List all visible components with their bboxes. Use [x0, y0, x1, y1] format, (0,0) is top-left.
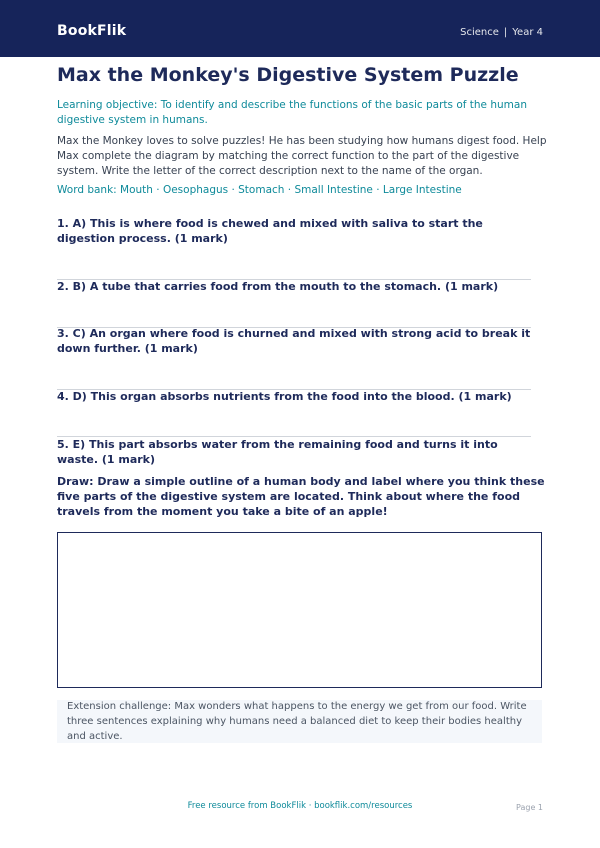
extension-text: Extension challenge: Max wonders what happens to the energy we get from our food. Write three sentences explaining why humans need a balanced diet to keep their bodies healthy and active. — [67, 701, 527, 742]
page-number: Page 1 — [516, 803, 543, 812]
subject-year — [460, 27, 543, 38]
meta-separator: | — [503, 27, 508, 38]
year-label: Year 4 — [512, 27, 543, 38]
intro-text: Max the Monkey loves to solve puzzles! He has been studying how humans digest food. Help Max complete the diagram by matching the correct function to the part of the digestive system. Write the letter of the correct description next to the name of the organ. — [57, 135, 547, 177]
question-5: 5. E) This part absorbs water from the remaining food and turns it into waste. (1 mark) — [57, 438, 498, 466]
header-bar — [0, 0, 600, 57]
learning-objective: Learning objective: To identify and describe the functions of the basic parts of the human digestive system in humans. — [57, 99, 527, 126]
drawing-area[interactable] — [57, 532, 542, 688]
footer-link[interactable]: Free resource from BookFlik · bookflik.com/resources — [187, 801, 413, 811]
question-3: 3. C) An organ where food is churned and mixed with strong acid to break it down further. (1 mark) — [57, 327, 531, 355]
brand-logo: BookFlik — [57, 23, 127, 39]
page-title: Max the Monkey's Digestive System Puzzle — [57, 64, 519, 86]
question-4: 4. D) This organ absorbs nutrients from the food into the blood. (1 mark) — [57, 390, 512, 403]
word-bank: Word bank: Mouth · Oesophagus · Stomach · Small Intestine · Large Intestine — [57, 184, 462, 196]
subject-label: Science — [460, 27, 499, 38]
extension-box — [57, 700, 542, 743]
question-1: 1. A) This is where food is chewed and mixed with saliva to start the digestion process. (1 mark) — [57, 217, 483, 245]
question-2: 2. B) A tube that carries food from the mouth to the stomach. (1 mark) — [57, 280, 499, 293]
draw-task: Draw: Draw a simple outline of a human body and label where you think these five parts of the digestive system are located. Think about where the food travels from the moment you take a bite of an apple! — [57, 475, 545, 518]
